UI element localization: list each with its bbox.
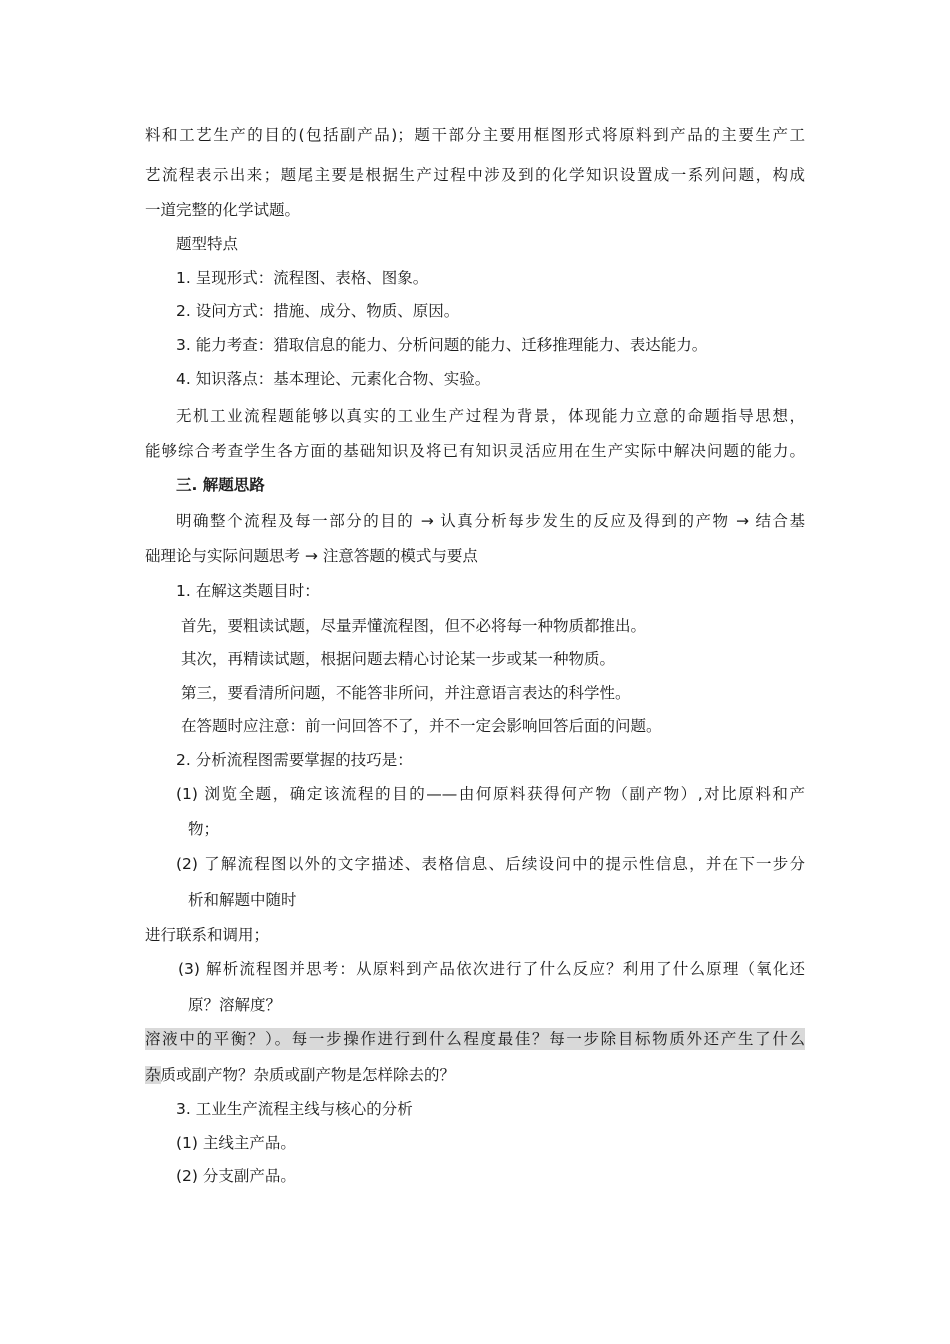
approach-line-2: 础理论与实际问题思考 → 注意答题的模式与要点 [145, 547, 478, 565]
step-3-item: (2) 分支副产品。 [176, 1167, 296, 1185]
feature-item: 2. 设问方式：措施、成分、物质、原因。 [176, 302, 460, 320]
section-3-heading: 三. 解题思路 [176, 476, 265, 494]
skill-2-line-1: (2) 了解流程图以外的文字描述、表格信息、后续设问中的提示性信息，并在下一步分 [176, 855, 805, 873]
summary-line-1: 无机工业流程题能够以真实的工业生产过程为背景，体现能力立意的命题指导思想， [176, 407, 805, 425]
skill-1-line-2: 物； [188, 820, 220, 838]
step-3-title: 3. 工业生产流程主线与核心的分析 [176, 1100, 413, 1118]
feature-item: 4. 知识落点：基本理论、元素化合物、实验。 [176, 370, 491, 388]
step-2-title: 2. 分析流程图需要掌握的技巧是： [176, 751, 413, 769]
intro-line-1: 料和工艺生产的目的(包括副产品)；题干部分主要用框图形式将原料到产品的主要生产工 [145, 126, 805, 144]
skill-3-line-1: (3) 解析流程图并思考：从原料到产品依次进行了什么反应？利用了什么原理（氧化还 [178, 960, 805, 978]
feature-item: 1. 呈现形式：流程图、表格、图象。 [176, 269, 429, 287]
skill-2-line-3: 进行联系和调用； [145, 926, 270, 944]
step-1-item: 其次，再精读试题，根据问题去精心讨论某一步或某一种物质。 [181, 650, 616, 668]
feature-item: 3. 能力考查：猎取信息的能力、分析问题的能力、迁移推理能力、表达能力。 [176, 336, 708, 354]
skill-1-line-1: (1) 浏览全题，确定该流程的目的——由何原料获得何产物（副产物）,对比原料和产 [176, 785, 805, 803]
skill-3-line-4 [145, 1064, 455, 1086]
summary-line-2: 能够综合考查学生各方面的基础知识及将已有知识灵活应用在生产实际中解决问题的能力。 [145, 442, 805, 460]
step-1-title: 1. 在解这类题目时： [176, 582, 320, 600]
skill-3-line-2: 原？溶解度？ [188, 996, 282, 1014]
step-1-item: 首先，要粗读试题，尽量弄懂流程图，但不必将每一种物质都推出。 [181, 617, 647, 635]
features-title: 题型特点 [176, 235, 239, 253]
skill-3-line-3: 溶液中的平衡？）。每一步操作进行到什么程度最佳？每一步除目标物质外还产生了什么 [145, 1030, 805, 1048]
step-1-item: 在答题时应注意：前一问回答不了，并不一定会影响回答后面的问题。 [181, 717, 662, 735]
step-1-item: 第三，要看清所问题，不能答非所问，并注意语言表达的科学性。 [181, 684, 631, 702]
intro-line-2: 艺流程表示出来；题尾主要是根据生产过程中涉及到的化学知识设置成一系列问题，构成 [145, 166, 805, 184]
approach-line-1: 明确整个流程及每一部分的目的 → 认真分析每步发生的反应及得到的产物 → 结合基 [176, 512, 805, 530]
intro-line-3: 一道完整的化学试题。 [145, 201, 301, 219]
step-3-item: (1) 主线主产品。 [176, 1134, 296, 1152]
skill-3-line-4-rest: 质或副产物？杂质或副产物是怎样除去的？ [160, 1066, 456, 1084]
skill-2-line-2: 析和解题中随时 [188, 891, 297, 909]
highlighted-char: 杂 [145, 1066, 161, 1084]
